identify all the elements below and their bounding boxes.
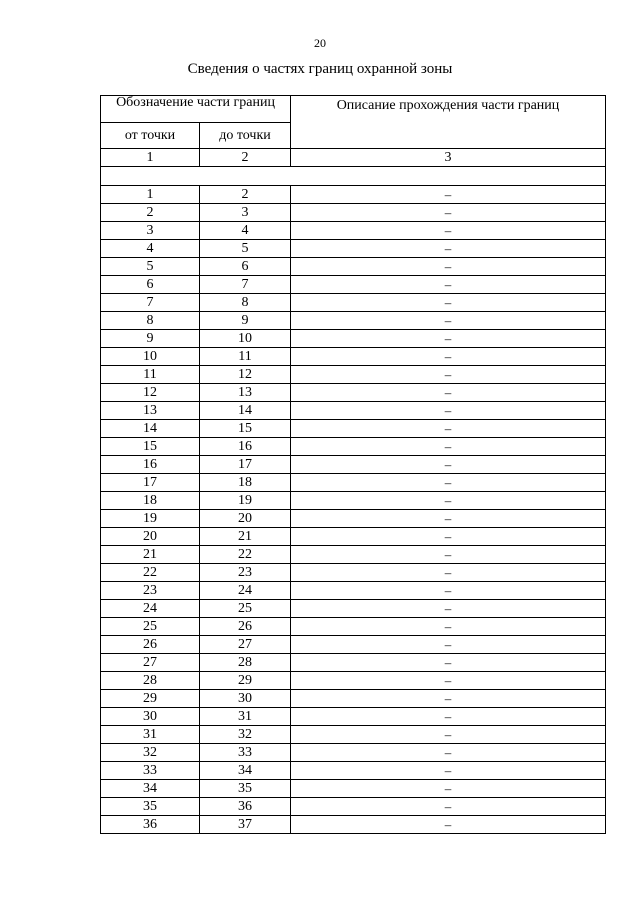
to-point-cell: 32	[200, 726, 291, 744]
description-cell: –	[291, 762, 606, 780]
description-cell: –	[291, 564, 606, 582]
to-point-cell: 8	[200, 294, 291, 312]
description-cell: –	[291, 600, 606, 618]
table-row	[101, 186, 606, 204]
description-cell: –	[291, 186, 606, 204]
description-cell: –	[291, 690, 606, 708]
from-point-cell: 23	[101, 582, 200, 600]
to-point-cell: 16	[200, 438, 291, 456]
from-point-cell: 36	[101, 816, 200, 834]
table-row	[101, 276, 606, 294]
to-point-cell: 27	[200, 636, 291, 654]
description-cell: –	[291, 744, 606, 762]
from-point-cell: 20	[101, 528, 200, 546]
table-row	[101, 600, 606, 618]
to-point-cell: 6	[200, 258, 291, 276]
from-point-cell: 14	[101, 420, 200, 438]
from-point-cell: 22	[101, 564, 200, 582]
description-cell: –	[291, 420, 606, 438]
description-cell: –	[291, 528, 606, 546]
table-row	[101, 618, 606, 636]
description-cell: –	[291, 258, 606, 276]
from-point-cell: 2	[101, 204, 200, 222]
table-row	[101, 420, 606, 438]
to-point-cell: 14	[200, 402, 291, 420]
description-cell: –	[291, 456, 606, 474]
description-cell: –	[291, 582, 606, 600]
from-point-cell: 5	[101, 258, 200, 276]
from-point-cell: 12	[101, 384, 200, 402]
to-point-cell: 28	[200, 654, 291, 672]
description-cell: –	[291, 384, 606, 402]
table-row	[101, 564, 606, 582]
description-cell: –	[291, 294, 606, 312]
from-point-cell: 11	[101, 366, 200, 384]
document-title: Сведения о частях границ охранной зоны	[187, 61, 453, 77]
from-point-cell: 31	[101, 726, 200, 744]
to-point-cell: 2	[200, 186, 291, 204]
description-cell: –	[291, 366, 606, 384]
to-point-cell: 13	[200, 384, 291, 402]
from-point-cell: 18	[101, 492, 200, 510]
table-row	[101, 240, 606, 258]
to-point-cell: 22	[200, 546, 291, 564]
from-point-cell: 25	[101, 618, 200, 636]
from-point-cell: 28	[101, 672, 200, 690]
table-row	[101, 708, 606, 726]
table-row	[101, 258, 606, 276]
description-cell: –	[291, 726, 606, 744]
description-cell: –	[291, 636, 606, 654]
to-point-cell: 20	[200, 510, 291, 528]
table-row	[101, 456, 606, 474]
table-row	[101, 582, 606, 600]
boundary-parts-table	[100, 95, 606, 834]
table-row	[101, 672, 606, 690]
table-row	[101, 348, 606, 366]
from-point-cell: 3	[101, 222, 200, 240]
table-row	[101, 798, 606, 816]
from-point-cell: 1	[101, 186, 200, 204]
from-point-cell: 16	[101, 456, 200, 474]
from-point-cell: 7	[101, 294, 200, 312]
to-point-cell: 37	[200, 816, 291, 834]
to-point-cell: 10	[200, 330, 291, 348]
table-row	[101, 780, 606, 798]
table-row	[101, 474, 606, 492]
description-cell: –	[291, 240, 606, 258]
description-cell: –	[291, 618, 606, 636]
description-cell: –	[291, 276, 606, 294]
to-point-cell: 31	[200, 708, 291, 726]
table-row	[101, 636, 606, 654]
description-cell: –	[291, 204, 606, 222]
to-point-cell: 33	[200, 744, 291, 762]
table-row	[101, 222, 606, 240]
description-cell: –	[291, 546, 606, 564]
table-body	[101, 96, 606, 834]
from-point-cell: 32	[101, 744, 200, 762]
from-point-cell: 34	[101, 780, 200, 798]
table-row	[101, 204, 606, 222]
to-point-cell: 25	[200, 600, 291, 618]
table-row	[101, 438, 606, 456]
table-row	[101, 294, 606, 312]
table-row	[101, 510, 606, 528]
table-row	[101, 654, 606, 672]
description-cell: –	[291, 510, 606, 528]
from-point-cell: 33	[101, 762, 200, 780]
empty-section-cell	[101, 167, 606, 186]
table-row	[101, 762, 606, 780]
description-cell: –	[291, 330, 606, 348]
from-point-cell: 26	[101, 636, 200, 654]
to-point-cell: 19	[200, 492, 291, 510]
description-cell: –	[291, 438, 606, 456]
column-number-row	[101, 149, 606, 167]
table-row	[101, 312, 606, 330]
from-point-cell: 15	[101, 438, 200, 456]
description-cell: –	[291, 798, 606, 816]
table-row	[101, 816, 606, 834]
to-point-cell: 34	[200, 762, 291, 780]
to-point-cell: 9	[200, 312, 291, 330]
from-point-cell: 21	[101, 546, 200, 564]
from-point-cell: 10	[101, 348, 200, 366]
from-point-cell: 24	[101, 600, 200, 618]
from-point-cell: 29	[101, 690, 200, 708]
header-boundary-description: Описание прохождения части границ	[291, 96, 606, 149]
from-point-cell: 35	[101, 798, 200, 816]
to-point-cell: 7	[200, 276, 291, 294]
to-point-cell: 12	[200, 366, 291, 384]
table-row	[101, 528, 606, 546]
table-row	[101, 384, 606, 402]
to-point-cell: 3	[200, 204, 291, 222]
to-point-cell: 30	[200, 690, 291, 708]
page-number: 20	[314, 36, 326, 50]
column-number-2: 2	[200, 149, 291, 167]
from-point-cell: 9	[101, 330, 200, 348]
column-number-1: 1	[101, 149, 200, 167]
from-point-cell: 8	[101, 312, 200, 330]
table-row	[101, 402, 606, 420]
table-row	[101, 546, 606, 564]
from-point-cell: 6	[101, 276, 200, 294]
from-point-cell: 30	[101, 708, 200, 726]
to-point-cell: 29	[200, 672, 291, 690]
to-point-cell: 35	[200, 780, 291, 798]
to-point-cell: 23	[200, 564, 291, 582]
empty-section-row	[101, 167, 606, 186]
description-cell: –	[291, 816, 606, 834]
to-point-cell: 17	[200, 456, 291, 474]
from-point-cell: 4	[101, 240, 200, 258]
to-point-cell: 36	[200, 798, 291, 816]
from-point-cell: 27	[101, 654, 200, 672]
from-point-cell: 17	[101, 474, 200, 492]
description-cell: –	[291, 312, 606, 330]
description-cell: –	[291, 780, 606, 798]
description-cell: –	[291, 474, 606, 492]
to-point-cell: 24	[200, 582, 291, 600]
table-row	[101, 726, 606, 744]
from-point-cell: 13	[101, 402, 200, 420]
to-point-cell: 5	[200, 240, 291, 258]
to-point-cell: 11	[200, 348, 291, 366]
table-row	[101, 690, 606, 708]
description-cell: –	[291, 402, 606, 420]
table-row	[101, 744, 606, 762]
from-point-cell: 19	[101, 510, 200, 528]
to-point-cell: 15	[200, 420, 291, 438]
description-cell: –	[291, 708, 606, 726]
description-cell: –	[291, 222, 606, 240]
table-row	[101, 366, 606, 384]
to-point-cell: 21	[200, 528, 291, 546]
to-point-cell: 18	[200, 474, 291, 492]
description-cell: –	[291, 492, 606, 510]
to-point-cell: 26	[200, 618, 291, 636]
description-cell: –	[291, 348, 606, 366]
table-row	[101, 330, 606, 348]
description-cell: –	[291, 654, 606, 672]
header-boundary-designation: Обозначение части границ	[101, 96, 291, 123]
header-from-point: от точки	[101, 123, 200, 149]
header-row-1	[101, 96, 606, 123]
header-to-point: до точки	[200, 123, 291, 149]
description-cell: –	[291, 672, 606, 690]
table-row	[101, 492, 606, 510]
to-point-cell: 4	[200, 222, 291, 240]
column-number-3: 3	[291, 149, 606, 167]
